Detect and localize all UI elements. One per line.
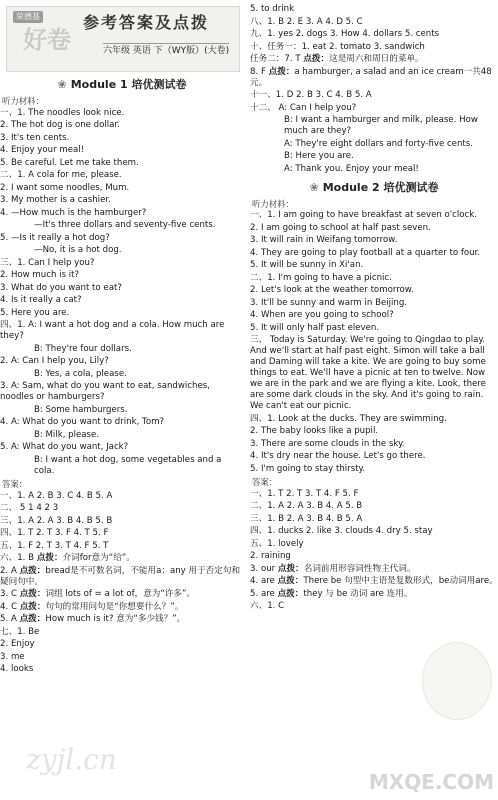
item-number: 3. bbox=[250, 297, 261, 308]
list-item bbox=[0, 258, 244, 269]
item-number: 4. bbox=[0, 295, 11, 306]
item-text: looks bbox=[10, 664, 34, 675]
module-1-title: ❀ Module 1 培优测试卷 bbox=[57, 78, 187, 91]
item-number: 八、1. bbox=[250, 16, 279, 27]
item-text: It will only half past eleven. bbox=[260, 322, 380, 333]
section-twelve-dialogue bbox=[250, 103, 498, 175]
list-item bbox=[0, 270, 244, 281]
item-number: 2. bbox=[0, 270, 11, 281]
list-item bbox=[0, 308, 244, 319]
item-text: B: I want a hamburger and milk, please. How much are they? bbox=[284, 115, 478, 136]
brand-badge: 荣德基 bbox=[13, 11, 43, 23]
item-number: 3. bbox=[250, 563, 261, 574]
item-text: It'll be sunny and warm in Beijing. bbox=[260, 297, 408, 308]
list-item bbox=[250, 414, 498, 425]
note-text: 名词前用形容词性物主代词。 bbox=[303, 563, 416, 574]
mascot-illustration bbox=[422, 642, 492, 720]
listening-label: 听力材料： bbox=[252, 198, 294, 209]
listening-sections bbox=[0, 108, 244, 477]
item-number: 七、1. bbox=[0, 626, 29, 637]
list-item bbox=[0, 566, 244, 588]
list-item bbox=[0, 553, 244, 564]
list-item bbox=[250, 489, 498, 500]
answers-list bbox=[250, 489, 498, 538]
list-item bbox=[250, 589, 498, 600]
list-item bbox=[250, 310, 498, 321]
item-text: A: They're eight dollars and forty-five cents. bbox=[284, 138, 473, 149]
item-text: It's ten cents. bbox=[10, 132, 70, 143]
item-number: 2. bbox=[250, 222, 261, 233]
list-item bbox=[250, 103, 498, 114]
note-label: 点拨： bbox=[277, 563, 304, 574]
list-item bbox=[250, 298, 498, 309]
list-item bbox=[0, 589, 244, 600]
note-text: they 与 be 动词 are 连用。 bbox=[303, 588, 413, 599]
list-item bbox=[250, 426, 498, 437]
item-number: 一、1. bbox=[250, 488, 279, 499]
list-item bbox=[250, 67, 498, 89]
item-text: A cola for me, please. bbox=[28, 170, 122, 181]
item-text: eat 2. tomato 3. sandwich bbox=[312, 41, 425, 52]
item-text: A 2. A 3. B 4. A 5. B bbox=[278, 501, 363, 512]
item-number: 5. bbox=[0, 442, 11, 453]
list-item bbox=[0, 145, 244, 156]
item-number: 3. bbox=[0, 195, 11, 206]
item-text: F bbox=[260, 66, 266, 77]
item-text: I want some noodles, Mum. bbox=[10, 182, 130, 193]
item-number: 3. bbox=[0, 381, 11, 392]
item-text: are bbox=[260, 576, 275, 587]
list-item bbox=[250, 164, 498, 175]
answers-label: 答案： bbox=[2, 478, 28, 489]
list-item bbox=[250, 29, 498, 40]
note-label: 点拨： bbox=[19, 589, 46, 600]
list-item bbox=[0, 652, 244, 663]
item-text: D 2. B 3. C 4. B 5. A bbox=[286, 90, 372, 100]
section-five bbox=[250, 539, 498, 600]
item-text: T 2. T 3. T 4. F 5. F bbox=[278, 488, 359, 499]
item-number: 3. bbox=[0, 651, 11, 662]
item-text: B: I want a hot dog, some vegetables and a cola. bbox=[34, 454, 222, 476]
list-item bbox=[0, 120, 244, 131]
item-number: 十二、 bbox=[250, 102, 279, 113]
item-number: 5. bbox=[250, 588, 261, 599]
list-item bbox=[0, 455, 244, 477]
list-item bbox=[0, 516, 244, 527]
item-number: 一、1. bbox=[250, 210, 279, 221]
item-number: 五、1. bbox=[0, 540, 29, 551]
item-text: our bbox=[260, 563, 276, 574]
item-number: 三、1. bbox=[250, 513, 279, 524]
item-text: It's dry near the house. Let's go there. bbox=[260, 451, 426, 462]
item-text: —It's three dollars and seventy-five cents. bbox=[34, 220, 216, 231]
item-number: 8. bbox=[250, 66, 261, 77]
item-text: Be careful. Let me take them. bbox=[10, 157, 139, 168]
section-six bbox=[250, 601, 498, 612]
list-item bbox=[250, 115, 498, 137]
list-item bbox=[0, 133, 244, 144]
item-text: A bbox=[10, 565, 17, 576]
item-text: A 2. B 3. C 4. B 5. A bbox=[28, 490, 113, 501]
item-text: —How much is the hamburger? bbox=[10, 207, 147, 218]
list-item bbox=[250, 323, 498, 334]
item-text: ducks 2. like 3. clouds 4. dry 5. stay bbox=[278, 526, 433, 537]
item-text: A 2. A 3. B 4. B 5. B bbox=[28, 515, 113, 526]
item-number: 3. bbox=[0, 282, 11, 293]
item-number: 5. bbox=[250, 463, 261, 474]
item-number: 4. bbox=[0, 417, 11, 428]
paw-icon: ❀ bbox=[57, 78, 67, 91]
list-item bbox=[250, 564, 498, 575]
list-item bbox=[0, 405, 244, 416]
note-label: 点拨： bbox=[277, 576, 304, 587]
section-eleven bbox=[250, 90, 498, 101]
item-number: 5. bbox=[0, 232, 11, 243]
item-text: Enjoy your meal! bbox=[10, 145, 85, 156]
item-number: 3. bbox=[250, 235, 261, 246]
item-number: 三、 bbox=[250, 335, 270, 346]
list-item bbox=[0, 158, 244, 169]
list-item bbox=[250, 42, 498, 53]
item-number: 4. bbox=[0, 145, 11, 156]
item-text: A: I want a hot dog and a cola. How much are they? bbox=[0, 320, 225, 342]
list-item bbox=[250, 514, 498, 525]
watermark-left: zyjl.cn bbox=[26, 743, 117, 776]
item-text: I'm going to stay thirsty. bbox=[260, 463, 366, 474]
item-text: It will rain in Weifang tomorrow. bbox=[260, 235, 398, 246]
item-number: 三、1. bbox=[0, 515, 29, 526]
note-text: How much is it? 意为“多少钱？”。 bbox=[45, 614, 186, 625]
list-item bbox=[250, 273, 498, 284]
item-number: 5. bbox=[0, 157, 11, 168]
item-text: Is it really a cat? bbox=[10, 295, 82, 306]
item-number: 4. bbox=[0, 207, 11, 218]
list-item bbox=[0, 430, 244, 441]
item-text: yes 2. dogs 3. How 4. dollars 5. cents bbox=[278, 29, 440, 39]
item-number: 4. bbox=[0, 601, 11, 612]
list-item bbox=[250, 285, 498, 296]
item-number: 4. bbox=[250, 451, 261, 462]
note-label: 点拨： bbox=[19, 565, 46, 576]
item-number: 二、1. bbox=[250, 501, 279, 512]
list-item bbox=[250, 501, 498, 512]
item-number: 5. bbox=[0, 614, 11, 625]
item-text: How much is it? bbox=[10, 270, 80, 281]
item-number: 任务二：7. bbox=[250, 54, 296, 64]
watermark-right: MXQE.COM bbox=[368, 770, 494, 795]
item-text: A: Can I help you, Lily? bbox=[10, 356, 109, 367]
answers-label: 答案： bbox=[252, 476, 278, 487]
item-text: There are some clouds in the sky. bbox=[260, 438, 405, 449]
page-title: 参考答案及点拨 bbox=[83, 13, 210, 32]
item-text: It will be sunny in Xi'an. bbox=[260, 260, 364, 271]
item-number: 4. bbox=[250, 576, 261, 587]
item-text: I'm going to have a picnic. bbox=[278, 272, 392, 283]
item-text: The baby looks like a pupil. bbox=[260, 426, 379, 437]
list-item bbox=[250, 248, 498, 259]
item-text: Today is Saturday. We're going to Qingdao to play. And we'll start at half past eight. Simon will take a ball and Daming will take a kite. We are going to buy some things to eat. We'll have a picnic at ten to twelve. Now we are in the park and we are flying a kite. Look, there are some dark clouds in the sky. And it's going to rain. We can't eat our picnic. bbox=[250, 335, 486, 412]
list-item bbox=[0, 170, 244, 181]
list-item bbox=[250, 576, 498, 587]
item-number: 四、1. bbox=[250, 413, 279, 424]
item-text: B bbox=[28, 553, 35, 564]
list-item bbox=[0, 627, 244, 638]
list-item bbox=[0, 283, 244, 294]
list-item bbox=[0, 183, 244, 194]
paw-icon: ❀ bbox=[309, 180, 319, 194]
item-text: 5 1 4 2 3 bbox=[19, 503, 59, 514]
item-number: 一、1. bbox=[0, 490, 29, 501]
listening-label: 听力材料： bbox=[2, 96, 44, 107]
item-text: T 2. T 3. F 4. T 5. F bbox=[28, 528, 109, 539]
list-item bbox=[0, 381, 244, 403]
list-item bbox=[0, 417, 244, 428]
item-number: 2. bbox=[0, 565, 11, 576]
note-text: 词组 lots of = a lot of，意为“许多”。 bbox=[45, 589, 196, 600]
note-text: 这是周六和周日的菜单。 bbox=[329, 54, 424, 64]
item-text: B 2. A 3. B 4. B 5. A bbox=[278, 513, 363, 524]
item-number: 二、1. bbox=[250, 272, 279, 283]
list-item bbox=[250, 151, 498, 162]
header-banner bbox=[6, 6, 240, 72]
listening-sections bbox=[250, 210, 498, 334]
item-number: 4. bbox=[0, 664, 11, 675]
item-number: 2. bbox=[250, 426, 261, 437]
item-number: 2. bbox=[0, 639, 11, 650]
list-item bbox=[250, 539, 498, 550]
item-number: 2. bbox=[0, 356, 11, 367]
item-text: Be bbox=[28, 626, 40, 637]
item-text: lovely bbox=[278, 538, 304, 549]
item-text: They are going to play football at a quarter to four. bbox=[260, 247, 481, 258]
list-item bbox=[0, 245, 244, 256]
note-label: 点拨： bbox=[19, 614, 46, 625]
item-number: 3. bbox=[0, 132, 11, 143]
item-text: —Is it really a hot dog? bbox=[10, 232, 110, 243]
item-text: I am going to have breakfast at seven o'clock. bbox=[278, 210, 477, 221]
item-text: A: What do you want, Jack? bbox=[10, 442, 129, 453]
list-item bbox=[0, 528, 244, 539]
section-four bbox=[250, 414, 498, 475]
list-item bbox=[250, 54, 498, 65]
page-subtitle: 六年级 英语 下（WY版）(大卷) bbox=[103, 43, 229, 58]
list-item bbox=[0, 195, 244, 206]
item-text: The hot dog is one dollar. bbox=[10, 120, 120, 131]
section-seven bbox=[0, 627, 244, 676]
list-item bbox=[0, 108, 244, 119]
note-text: bread是不可数名词，不能用a；any 用于否定句和疑问句中。 bbox=[0, 565, 241, 587]
list-item bbox=[250, 335, 498, 412]
list-item bbox=[0, 208, 244, 219]
note-text: a hamburger, a salad and an ice cream一共48元。 bbox=[250, 66, 492, 88]
item-number: 5. bbox=[250, 4, 261, 14]
item-number: 2. bbox=[0, 120, 11, 131]
list-item bbox=[250, 439, 498, 450]
continued-answers bbox=[250, 4, 498, 89]
left-column bbox=[0, 0, 244, 677]
item-number: 六、1. bbox=[0, 553, 29, 564]
note-text: 介词for意为“给”。 bbox=[62, 553, 135, 564]
item-number: 十一、1. bbox=[250, 90, 287, 100]
list-item bbox=[250, 601, 498, 612]
list-item bbox=[0, 295, 244, 306]
item-number: 2. bbox=[250, 551, 261, 562]
item-text: The noodles look nice. bbox=[28, 107, 125, 118]
item-text: Can I help you? bbox=[28, 257, 95, 268]
item-number: 四、1. bbox=[0, 528, 29, 539]
item-number: 5. bbox=[0, 307, 11, 318]
list-item bbox=[250, 17, 498, 28]
item-number: 5. bbox=[250, 322, 261, 333]
item-text: A: What do you want to drink, Tom? bbox=[10, 417, 165, 428]
item-text: C bbox=[278, 601, 285, 612]
item-text: C bbox=[10, 601, 17, 612]
item-text: T bbox=[295, 54, 301, 64]
list-item bbox=[0, 664, 244, 675]
item-text: Enjoy bbox=[10, 639, 35, 650]
note-text: There be 句型中主语是复数形式，be动词用are。 bbox=[303, 576, 498, 587]
list-item bbox=[250, 551, 498, 562]
item-text: F 2. T 3. T 4. F 5. T bbox=[28, 540, 109, 551]
note-label: 点拨： bbox=[36, 553, 63, 564]
item-number: 四、1. bbox=[250, 526, 279, 537]
item-text: B: Here you are. bbox=[284, 151, 354, 161]
item-text: —No, it is a hot dog. bbox=[34, 245, 122, 256]
list-item bbox=[0, 602, 244, 613]
item-text: are bbox=[260, 588, 275, 599]
item-number: 六、1. bbox=[250, 601, 279, 612]
list-item bbox=[250, 210, 498, 221]
list-item bbox=[0, 491, 244, 502]
item-text: What do you want to eat? bbox=[10, 282, 122, 293]
item-text: A: Thank you. Enjoy your meal! bbox=[284, 163, 419, 174]
list-item bbox=[0, 369, 244, 380]
item-number: 二、 bbox=[0, 503, 20, 514]
list-item bbox=[250, 223, 498, 234]
item-text: Here you are. bbox=[10, 307, 70, 318]
item-text: My mother is a cashier. bbox=[10, 195, 111, 206]
item-text: B: Yes, a cola, please. bbox=[34, 368, 127, 379]
item-text: B: Some hamburgers. bbox=[34, 404, 128, 415]
list-item bbox=[250, 526, 498, 537]
answers-list bbox=[0, 491, 244, 552]
item-number: 一、1. bbox=[0, 107, 29, 118]
list-item bbox=[250, 235, 498, 246]
item-number: 3. bbox=[0, 589, 11, 600]
section-six bbox=[0, 553, 244, 625]
item-text: C bbox=[10, 589, 17, 600]
item-text: B: Milk, please. bbox=[34, 429, 100, 440]
item-text: B 2. E 3. A 4. D 5. C bbox=[278, 16, 363, 27]
item-text: B: They're four dollars. bbox=[34, 343, 132, 354]
list-item bbox=[250, 260, 498, 271]
list-item bbox=[0, 233, 244, 244]
list-item bbox=[0, 639, 244, 650]
list-item bbox=[0, 320, 244, 342]
item-text: me bbox=[10, 651, 25, 662]
list-item bbox=[250, 464, 498, 475]
item-text: A: Sam, what do you want to eat, sandwiches, noodles or hamburgers? bbox=[0, 381, 210, 403]
item-number: 3. bbox=[250, 438, 261, 449]
list-item bbox=[0, 344, 244, 355]
item-text: Let's look at the weather tomorrow. bbox=[260, 285, 414, 296]
list-item bbox=[250, 451, 498, 462]
list-item bbox=[0, 614, 244, 625]
logo: 好卷 bbox=[23, 25, 71, 54]
note-label: 点拨： bbox=[303, 54, 330, 64]
item-number: 十、任务一：1. bbox=[250, 41, 313, 52]
item-number: 2. bbox=[0, 182, 11, 193]
item-text: raining bbox=[260, 551, 291, 562]
item-text: Look at the ducks. They are swimming. bbox=[278, 413, 447, 424]
item-number: 三、1. bbox=[0, 257, 29, 268]
module-2-title: ❀ Module 2 培优测试卷 bbox=[309, 180, 439, 194]
right-column bbox=[250, 4, 498, 614]
passage bbox=[250, 335, 498, 412]
list-item bbox=[0, 541, 244, 552]
list-item bbox=[250, 90, 498, 101]
item-text: A: Can I help you? bbox=[278, 102, 357, 113]
note-label: 点拨： bbox=[19, 601, 46, 612]
item-number: 二、1. bbox=[0, 170, 29, 181]
item-text: A bbox=[10, 614, 17, 625]
item-text: When are you going to school? bbox=[260, 310, 394, 321]
item-number: 五、1. bbox=[250, 538, 279, 549]
item-text: I am going to school at half past seven. bbox=[260, 222, 431, 233]
item-number: 四、1. bbox=[0, 320, 29, 331]
item-number: 4. bbox=[250, 247, 261, 258]
item-text: to drink bbox=[260, 4, 295, 14]
item-number: 5. bbox=[250, 260, 261, 271]
list-item bbox=[0, 220, 244, 231]
note-label: 点拨： bbox=[268, 66, 295, 77]
list-item bbox=[250, 4, 498, 15]
list-item bbox=[250, 139, 498, 150]
list-item bbox=[0, 356, 244, 367]
item-number: 2. bbox=[250, 285, 261, 296]
note-text: 句句的常用问句是“你想要什么？”。 bbox=[45, 601, 184, 612]
list-item bbox=[0, 442, 244, 453]
item-number: 4. bbox=[250, 310, 261, 321]
item-number: 九、1. bbox=[250, 29, 279, 39]
note-label: 点拨： bbox=[277, 588, 304, 599]
list-item bbox=[0, 503, 244, 514]
